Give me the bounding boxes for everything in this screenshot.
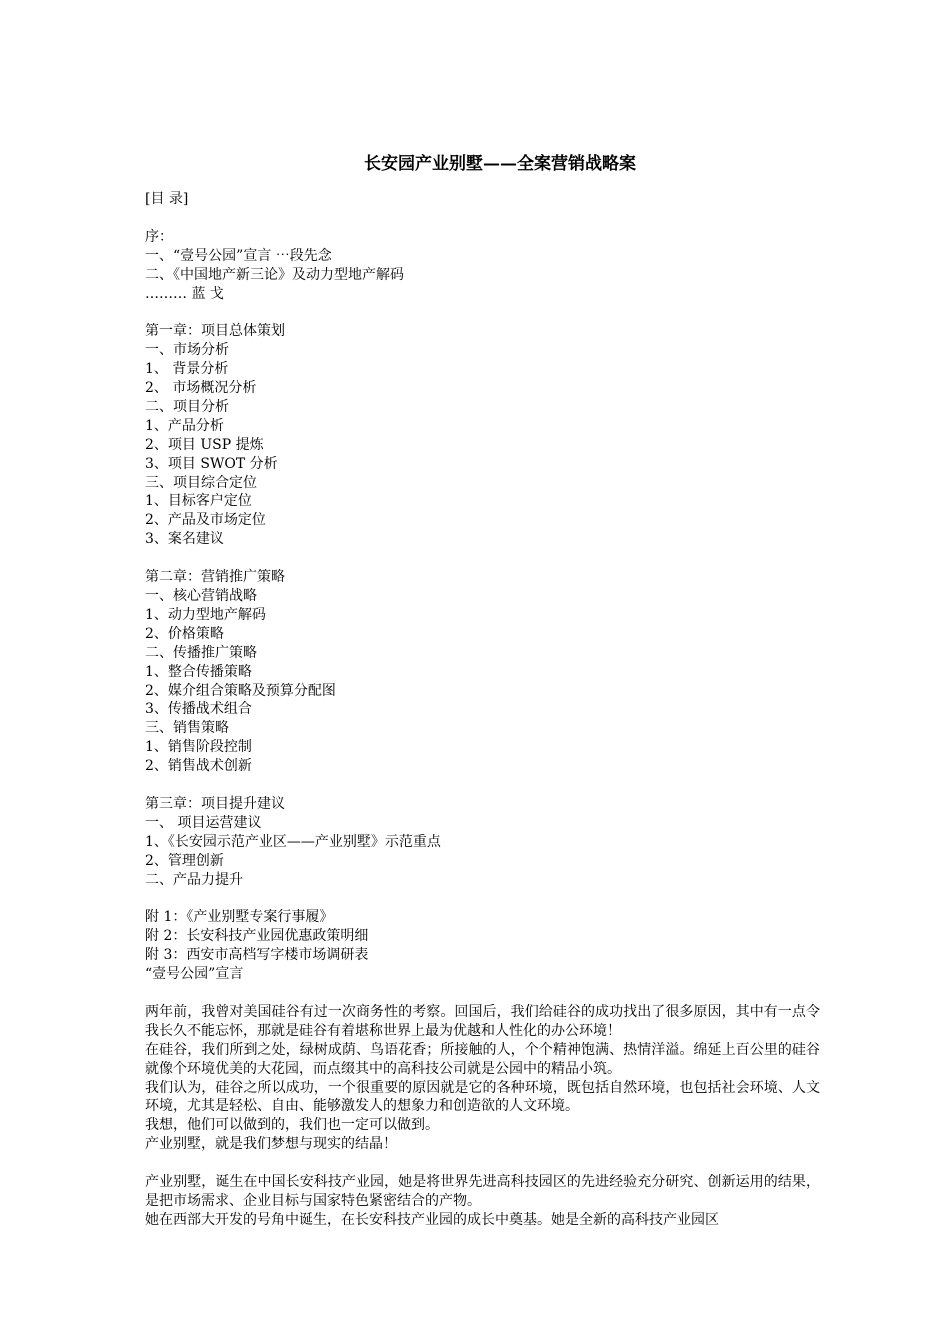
body-paragraph: 产业别墅，诞生在中国长安科技产业园，她是将世界先进高科技园区的先进经验充分研究、创新运用的结果，是把市场需求、企业目标与国家特色紧密结合的产物。 [145,1174,820,1209]
toc-item: 2、项目 USP 提炼 [145,436,264,453]
preface-item: ……… 蓝 戈 [145,285,224,302]
spacer [145,549,825,568]
toc-item: 一、市场分析 [145,342,229,359]
toc-item: 1、目标客户定位 [145,493,252,510]
toc-item: 2、价格策略 [145,625,224,642]
body-paragraph: 我想，他们可以做到的，我们也一定可以做到。 [145,1117,439,1134]
body-paragraph: 产业别墅，就是我们梦想与现实的结晶！ [145,1136,397,1153]
toc-item: 2、媒介组合策略及预算分配图 [145,682,336,699]
preface-heading: 序： [145,228,173,245]
toc-item: 1、 背景分析 [145,361,229,378]
chapter1-heading: 第一章：项目总体策划 [145,323,285,340]
toc-item: 1、产品分析 [145,417,224,434]
declaration-heading: “壹号公园”宣言 [145,966,244,983]
toc-item: 二、产品力提升 [145,871,243,888]
preface-item: 二、《中国地产新三论》及动力型地产解码 [145,266,404,283]
toc-item: 3、案名建议 [145,531,224,548]
toc-item: 2、销售战术创新 [145,758,252,775]
appendix-item: 附 1：《产业别墅专案行事履》 [145,909,334,926]
spacer [145,984,825,1003]
chapter2-heading: 第二章：营销推广策略 [145,569,285,586]
spacer [145,776,825,795]
toc-item: 3、项目 SWOT 分析 [145,455,278,472]
document-page [145,150,825,1230]
toc-item: 三、销售策略 [145,720,229,737]
toc-item: 2、管理创新 [145,852,224,869]
spacer [145,889,825,908]
toc-item: 一、 项目运营建议 [145,814,262,831]
toc-item: 二、项目分析 [145,398,229,415]
body-paragraph: 两年前，我曾对美国硅谷有过一次商务性的考察。回国后，我们给硅谷的成功找出了很多原因，其中有一点令我长久不能忘怀，那就是硅谷有着堪称世界上最为优越和人性化的办公环境！ [145,1003,820,1039]
body-paragraph: 我们认为，硅谷之所以成功，一个很重要的原因就是它的各种环境，既包括自然环境，也包括社会环境、人文环境，尤其是轻松、自由、能够激发人的想象力和创造欲的人文环境。 [145,1079,820,1115]
toc-item: 1、《长安园示范产业区——产业别墅》示范重点 [145,833,441,850]
spacer [145,303,825,322]
toc-item: 1、整合传播策略 [145,663,252,680]
toc-heading: [目 录] [145,191,189,207]
chapter3-heading: 第三章：项目提升建议 [145,795,285,812]
toc-item: 1、动力型地产解码 [145,606,266,623]
toc-item: 3、传播战术组合 [145,701,252,718]
toc-item: 2、产品及市场定位 [145,512,266,529]
toc-item: 一、核心营销战略 [145,587,257,604]
preface-item: 一、“壹号公园”宣言 ⋯段先念 [145,247,332,264]
spacer [145,1154,825,1173]
spacer [145,209,825,228]
toc-item: 三、项目综合定位 [145,474,257,491]
body-paragraph: 她在西部大开发的号角中诞生，在长安科技产业园的成长中奠基。她是全新的高科技产业园区 [145,1211,719,1228]
toc-item: 二、传播推广策略 [145,644,257,661]
document-title: 长安园产业别墅——全案营销战略案 [364,154,636,174]
toc-item: 2、 市场概况分析 [145,380,257,397]
toc-item: 1、销售阶段控制 [145,739,252,756]
appendix-item: 附 2：长安科技产业园优惠政策明细 [145,928,369,945]
appendix-item: 附 3：西安市高档写字楼市场调研表 [145,947,369,964]
body-paragraph: 在硅谷，我们所到之处，绿树成荫、鸟语花香；所接触的人，个个精神饱满、热情洋溢。绵延上百公里的硅谷就像个环境优美的大花园，而点缀其中的高科技公司就是公园中的精品小筑。 [145,1041,820,1077]
